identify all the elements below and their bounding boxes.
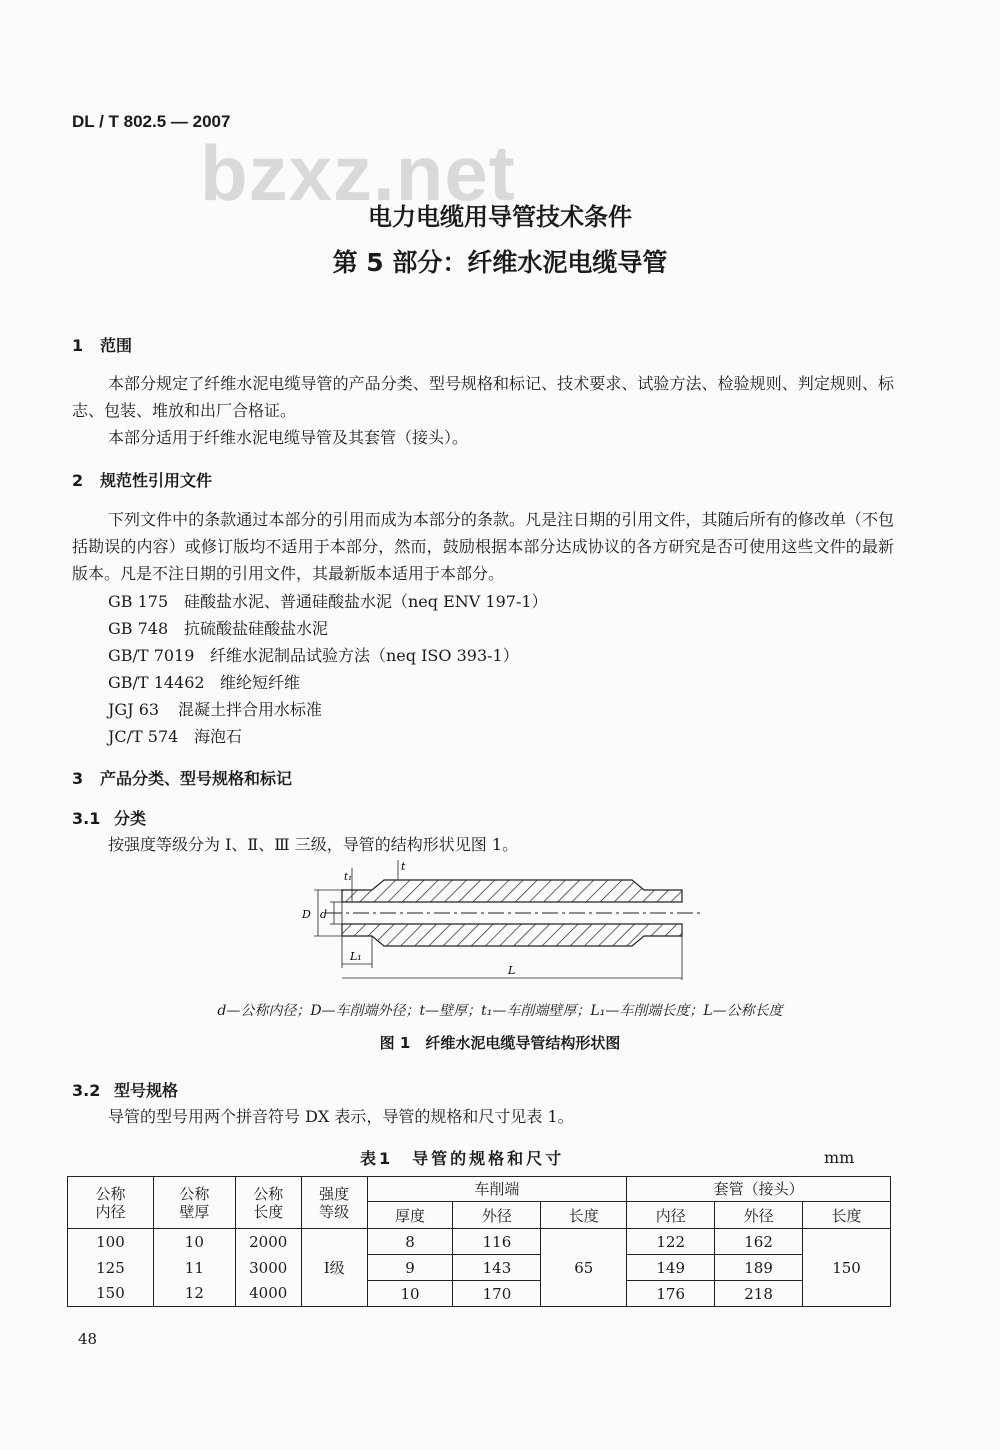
table-row <box>68 1229 891 1255</box>
reference-title: 纤维水泥制品试验方法（neq ISO 393-1） <box>210 646 519 665</box>
section-3-1-text: 按强度等级分为 Ⅰ、Ⅱ、Ⅲ 三级，导管的结构形状见图 1。 <box>108 835 519 854</box>
header-sleeve: 套管（接头） <box>627 1177 891 1202</box>
cell-length: 2000 <box>235 1229 301 1255</box>
cell-sleeve-outer: 162 <box>715 1229 803 1255</box>
document-subtitle: 第 5 部分：纤维水泥电缆导管 <box>332 248 668 277</box>
header-sleeve-outer: 外径 <box>715 1202 803 1229</box>
cell-length: 4000 <box>235 1281 301 1307</box>
conduit-top-wall <box>342 880 682 902</box>
cell-sleeve-inner: 149 <box>627 1255 715 1281</box>
reference-code: GB 175 <box>108 592 169 611</box>
watermark: bzxz.net <box>200 129 516 217</box>
cell-outer-diameter: 143 <box>453 1255 541 1281</box>
section-number: 3.1 <box>72 809 101 828</box>
reference-item <box>108 697 322 720</box>
section-3-1-heading <box>72 806 146 829</box>
reference-title: 维纶短纤维 <box>220 673 301 692</box>
cell-outer-diameter: 116 <box>453 1229 541 1255</box>
reference-item <box>108 589 548 612</box>
section-number: 1 <box>72 336 84 355</box>
section-number: 2 <box>72 471 84 490</box>
section-2-paragraph: 下列文件中的条款通过本部分的引用而成为本部分的条款。凡是注日期的引用文件，其随后所有的修改单（不包括勘误的内容）或修订版均不适用于本部分，然而，鼓励根据本部分达成协议的各方研究是否可使用这些文件的最新版本。凡是不注日期的引用文件，其最新版本适用于本部分。 <box>72 510 894 583</box>
cell-outer-diameter: 170 <box>453 1281 541 1307</box>
cell-thickness: 9 <box>367 1255 453 1281</box>
header-turned-end: 车削端 <box>367 1177 627 1202</box>
section-title: 范围 <box>100 336 133 355</box>
section-1-paragraph-1: 本部分规定了纤维水泥电缆导管的产品分类、型号规格和标记、技术要求、试验方法、检验规则、判定规则、标志、包装、堆放和出厂合格证。 <box>72 374 894 420</box>
specification-table <box>67 1176 891 1307</box>
cell-sleeve-outer: 189 <box>715 1255 803 1281</box>
cell-sleeve-outer: 218 <box>715 1281 803 1307</box>
section-title: 型号规格 <box>114 1081 179 1100</box>
reference-code: JGJ 63 <box>108 700 160 719</box>
header-wall-thickness: 公称 壁厚 <box>153 1177 235 1229</box>
header-inner-diameter: 公称 内径 <box>68 1177 154 1229</box>
section-3-2-text: 导管的型号用两个拼音符号 DX 表示，导管的规格和尺寸见表 1。 <box>108 1107 574 1126</box>
reference-code: GB 748 <box>108 619 169 638</box>
label-L: L <box>508 964 516 977</box>
cell-wall: 12 <box>153 1281 235 1307</box>
header-grade: 强度 等级 <box>301 1177 367 1229</box>
cell-turned-length: 65 <box>541 1229 627 1307</box>
reference-code: GB/T 7019 <box>108 646 195 665</box>
reference-title: 硅酸盐水泥、普通硅酸盐水泥（neq ENV 197-1） <box>184 592 548 611</box>
section-2-heading <box>72 468 212 491</box>
reference-code: GB/T 14462 <box>108 673 205 692</box>
cell-wall: 11 <box>153 1255 235 1281</box>
section-3-heading <box>72 766 292 789</box>
cell-inner: 125 <box>68 1255 154 1281</box>
cell-thickness: 10 <box>367 1281 453 1307</box>
label-d: d <box>320 908 328 921</box>
header-thickness: 厚度 <box>367 1202 453 1229</box>
section-3-2-heading <box>72 1078 178 1101</box>
reference-title: 海泡石 <box>194 727 243 746</box>
label-t1: t₁ <box>344 872 353 883</box>
cell-sleeve-inner: 122 <box>627 1229 715 1255</box>
section-1-paragraph-2: 本部分适用于纤维水泥电缆导管及其套管（接头）。 <box>108 428 469 447</box>
reference-item <box>108 616 328 639</box>
label-L1: L₁ <box>350 950 362 963</box>
section-title: 规范性引用文件 <box>100 471 213 490</box>
figure-symbols-caption: d—公称内径；D—车削端外径；t—壁厚；t₁—车削端壁厚；L₁—车削端长度；L—公称长度 <box>217 1003 783 1019</box>
cell-sleeve-length: 150 <box>803 1229 891 1307</box>
header-sleeve-length: 长度 <box>803 1202 891 1229</box>
page-number: 48 <box>78 1330 98 1348</box>
cell-grade: Ⅰ级 <box>301 1229 367 1307</box>
figure-title: 图 1 纤维水泥电缆导管结构形状图 <box>379 1034 621 1052</box>
cell-inner: 150 <box>68 1281 154 1307</box>
cell-sleeve-inner: 176 <box>627 1281 715 1307</box>
document-title: 电力电缆用导管技术条件 <box>368 203 632 231</box>
header-length: 公称 长度 <box>235 1177 301 1229</box>
header-turned-length: 长度 <box>541 1202 627 1229</box>
cell-inner: 100 <box>68 1229 154 1255</box>
section-number: 3 <box>72 769 84 788</box>
cell-length: 3000 <box>235 1255 301 1281</box>
section-title: 分类 <box>114 809 147 828</box>
section-1-heading <box>72 333 132 356</box>
reference-item <box>108 724 242 747</box>
section-number: 3.2 <box>72 1081 101 1100</box>
reference-item <box>108 643 519 666</box>
reference-title: 抗硫酸盐硅酸盐水泥 <box>184 619 329 638</box>
label-D: D <box>302 908 311 921</box>
table-title: 表1 导管的规格和尺寸 <box>360 1149 565 1168</box>
reference-item <box>108 670 300 693</box>
conduit-bottom-wall <box>342 924 682 946</box>
standard-code: DL / T 802.5 — 2007 <box>72 112 231 131</box>
cell-wall: 10 <box>153 1229 235 1255</box>
section-title: 产品分类、型号规格和标记 <box>100 769 293 788</box>
conduit-structure-figure <box>290 858 710 988</box>
table-row <box>68 1281 891 1307</box>
reference-title: 混凝土拌合用水标准 <box>178 700 323 719</box>
label-t: t <box>401 860 406 873</box>
header-sleeve-inner: 内径 <box>627 1202 715 1229</box>
header-outer-diameter: 外径 <box>453 1202 541 1229</box>
table-row <box>68 1255 891 1281</box>
table-unit: mm <box>824 1148 855 1167</box>
cell-thickness: 8 <box>367 1229 453 1255</box>
reference-code: JC/T 574 <box>108 727 179 746</box>
